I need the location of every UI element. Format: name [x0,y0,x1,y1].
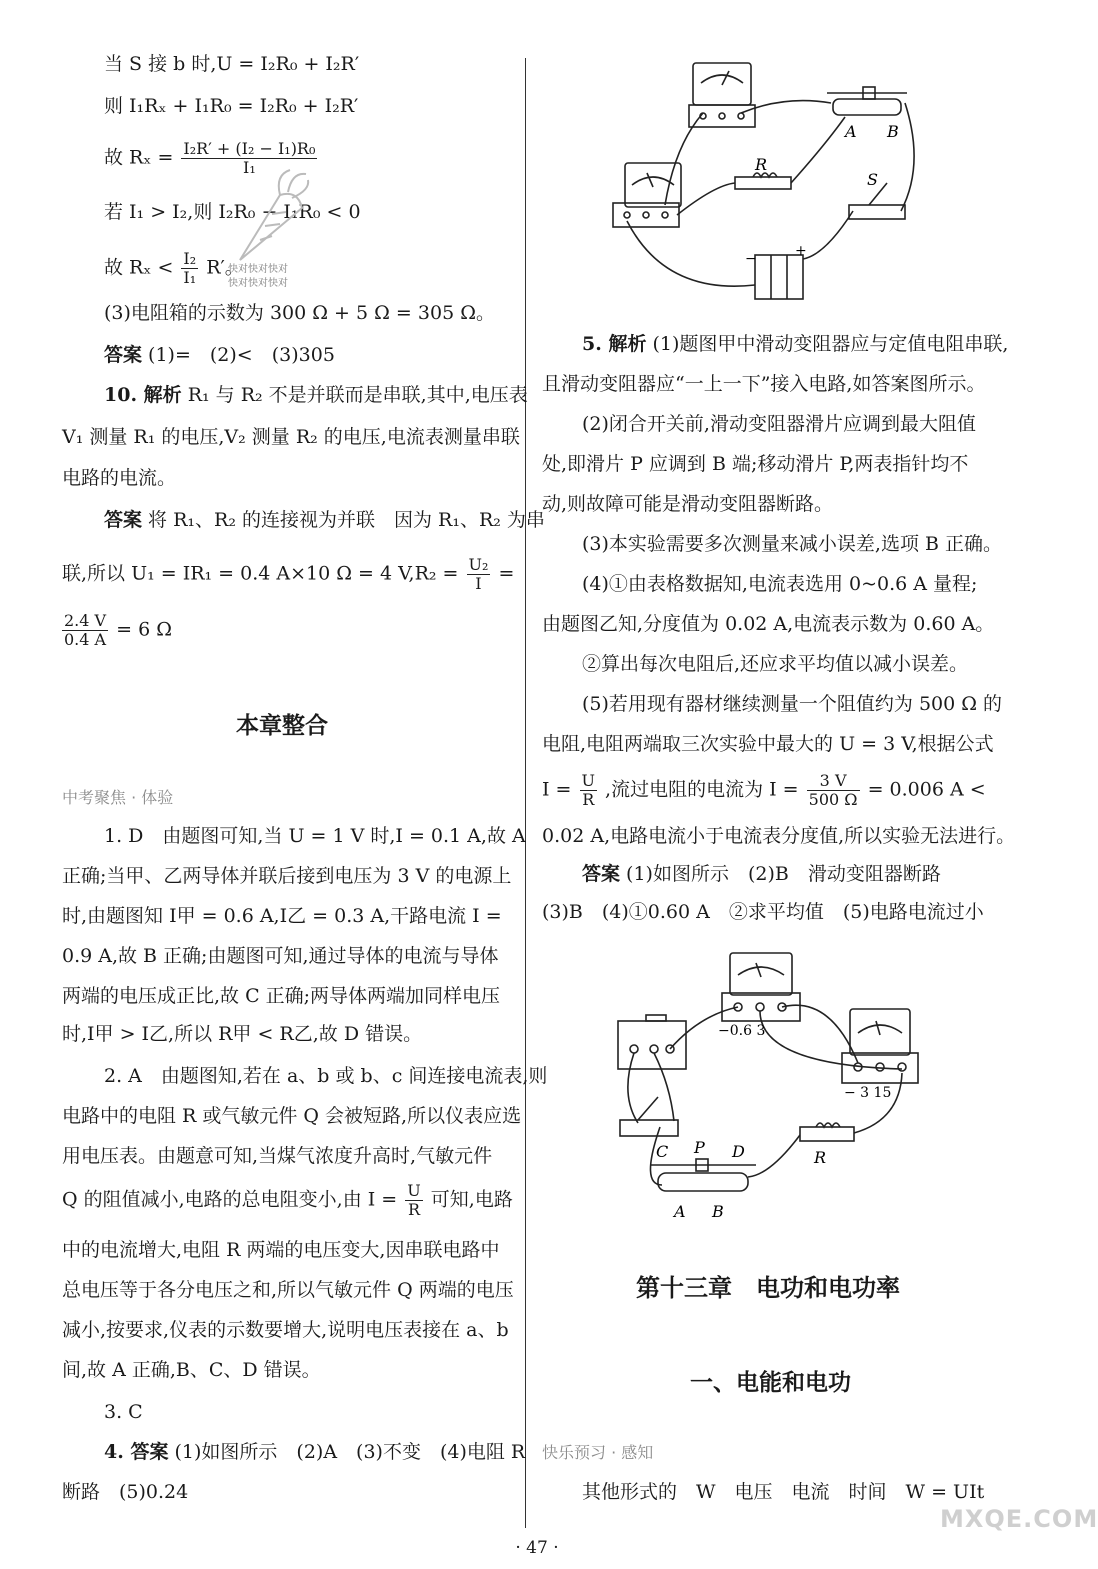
solution-line: 电路的电流。 [62,467,177,489]
fraction [467,556,491,593]
formula-prefix: Q 的阻值减小,电路的总电阻变小,由 I = [62,1188,398,1211]
rheostat-icon [833,99,901,115]
fraction-numerator: U [581,771,595,790]
switch-icon [849,205,905,219]
q5-line: ②算出每次电阻后,还应求平均值以减小误差。 [582,653,969,675]
solution-line: 若 I₁ > I₂,则 I₂R₀ − I₁R₀ < 0 [104,201,361,223]
answer-label: 4. 答案 [104,1441,169,1463]
switch-icon [620,1120,678,1136]
q5-line: (5)若用现有器材继续测量一个阻值约为 500 Ω 的 [582,693,1003,715]
answer-line [104,341,335,369]
solution-line: 则 I₁Rₓ + I₁R₀ = I₂R₀ + I₂R′ [104,95,359,117]
rheostat-icon [658,1173,748,1191]
fraction-denominator: 500 Ω [808,790,858,809]
fraction-numerator: 2.4 V [64,611,107,630]
solution-line: V₁ 测量 R₁ 的电压,V₂ 测量 R₂ 的电压,电流表测量串联 [62,426,520,448]
fraction [62,612,108,649]
fraction-denominator: R [407,1200,421,1219]
fraction-numerator: U₂ [468,555,489,574]
formula-middle: ,流过电阻的电流为 I = [605,778,799,801]
q5-line: 处,即滑片 P 应调到 B 端;移动滑片 P,两表指针均不 [542,453,969,475]
resistor-icon [800,1127,854,1141]
label-r: R [755,155,768,174]
fraction-denominator: I [475,574,482,593]
q1-line: 正确;当甲、乙两导体并联后接到电压为 3 V 的电源上 [62,865,512,887]
q1-line: 0.9 A,故 B 正确;由题图可知,通过导体的电流与导体 [62,945,499,967]
analysis-label: 10. 解析 [104,384,182,406]
q5-analysis [582,330,1008,358]
formula-prefix: I = [542,778,572,801]
solution-formula [62,612,172,649]
answer-line: (3)B (4)①0.60 A ②求平均值 (5)电路电流过小 [542,901,984,923]
q5-line: 且滑动变阻器应“一上一下”接入电路,如答案图所示。 [542,373,986,395]
circuit-diagram-1 [605,55,935,310]
chapter-summary-heading: 本章整合 [236,713,328,739]
formula-prefix: 故 Rₓ = [104,146,174,169]
answer-text: (1)= (2)< (3)305 [142,344,335,366]
q2-line: 总电压等于各分电压之和,所以气敏元件 Q 两端的电压 [62,1279,514,1301]
section-heading: 一、电能和电功 [690,1370,851,1396]
fraction-numerator: U [407,1181,421,1200]
fraction [181,250,198,287]
label-plus: + [795,243,807,259]
q4-answer [104,1438,525,1466]
q5-line: (3)本实验需要多次测量来减小误差,选项 B 正确。 [582,533,1002,555]
fraction-denominator: I₁ [243,158,256,177]
fraction-numerator: 3 V [807,772,860,791]
solution-line: 当 S 接 b 时,U = I₂R₀ + I₂R′ [104,53,360,75]
q1-line: 时,I甲 > I乙,所以 R甲 < R乙,故 D 错误。 [62,1023,423,1045]
label-p: P [694,1138,705,1157]
solution-line: (3)电阻箱的示数为 300 Ω + 5 Ω = 305 Ω。 [104,302,495,324]
formula-suffix: = [498,562,515,585]
q2-line: 用电压表。由题意可知,当煤气浓度升高时,气敏元件 [62,1145,493,1167]
answer-line [104,506,545,534]
voltmeter-range-label: − 3 15 [844,1085,892,1101]
answer-line [582,860,941,888]
q1-line: 时,由题图知 I甲 = 0.6 A,I乙 = 0.3 A,干路电流 I = [62,905,502,927]
formula-suffix: R′。 [206,256,244,279]
q2-line: 中的电流增大,电阻 R 两端的电压变大,因串联电路中 [62,1239,500,1261]
q1-line: 两端的电压成正比,故 C 正确;两导体两端加同样电压 [62,985,501,1007]
q5-line: (2)闭合开关前,滑动变阻器滑片应调到最大阻值 [582,413,976,435]
label-b: B [887,122,899,141]
circuit-diagram-2 [610,945,1005,1235]
q3-line: 3. C [104,1401,143,1423]
resistor-icon [735,177,791,189]
fraction-numerator: I₂R′ + (I₂ − I₁)R₀ [183,139,316,158]
label-a: A [845,122,857,141]
fraction-denominator: I₁ [183,268,197,287]
analysis-text: (1)题图甲中滑动变阻器应与定值电阻串联, [646,333,1009,355]
answer-label: 答案 [104,344,143,366]
label-d: D [732,1142,745,1161]
answer-text: (1)如图所示 (2)B 滑动变阻器断路 [620,863,941,885]
watermark-text: 快对快对快对 [228,264,288,275]
preview-answers: 其他形式的 W 电压 电流 时间 W = UIt [582,1481,985,1503]
analysis-label: 5. 解析 [582,333,647,355]
chapter-13-heading: 第十三章 电功和电功率 [636,1273,900,1302]
label-r: R [814,1148,827,1167]
site-watermark: MXQE.COM [940,1505,1098,1533]
label-b: B [712,1202,724,1221]
q5-line: 动,则故障可能是滑动变阻器断路。 [542,493,834,515]
fraction [405,1182,422,1219]
q1-line: 1. D 由题图可知,当 U = 1 V 时,I = 0.1 A,故 A [104,825,526,847]
q5-formula [542,772,986,809]
fraction-denominator: R [582,790,595,809]
page-number: · 47 · [515,1538,559,1558]
fraction [807,772,860,809]
q5-line: 0.02 A,电路电流小于电流表分度值,所以实验无法进行。 [542,825,1016,847]
formula-suffix: = 6 Ω [116,618,172,641]
ammeter-range-label: −0.6 3 [718,1023,766,1039]
fraction-denominator: 0.4 A [64,630,107,649]
battery-icon [755,255,803,299]
q5-line: (4)①由表格数据知,电流表选用 0~0.6 A 量程; [582,573,978,595]
analysis-text: R₁ 与 R₂ 不是并联而是串联,其中,电压表 [181,384,528,406]
q2-line: 2. A 由题图知,若在 a、b 或 b、c 间连接电流表,则 [104,1065,548,1087]
watermark-text: 快对快对快对 [228,278,288,289]
solution-formula [62,556,514,593]
q5-line: 电阻,电阻两端取三次实验中最大的 U = 3 V,根据公式 [542,733,994,755]
answer-label: 答案 [582,863,621,885]
carrot-watermark-icon [220,150,310,290]
q2-line: 电路中的电阻 R 或气敏元件 Q 会被短路,所以仪表应选 [62,1105,522,1127]
answer-text: (1)如图所示 (2)A (3)不变 (4)电阻 R [168,1441,526,1463]
q5-line: 由题图乙知,分度值为 0.02 A,电流表示数为 0.60 A。 [542,613,995,635]
label-s: S [867,170,878,189]
q2-line: 减小,按要求,仪表的示数要增大,说明电压表接在 a、b [62,1319,509,1341]
answer-text: 将 R₁、R₂ 的连接视为并联 因为 R₁、R₂ 为串 [142,509,545,531]
formula-prefix: 故 Rₓ < [104,256,174,279]
q4-line: 断路 (5)0.24 [62,1481,189,1503]
label-minus: − [745,251,757,267]
fraction [580,772,597,809]
column-divider [525,58,526,1528]
formula-suffix: = 0.006 A < [867,778,986,801]
formula-prefix: 联,所以 U₁ = IR₁ = 0.4 A×10 Ω = 4 V,R₂ = [62,562,459,585]
answer-label: 答案 [104,509,143,531]
fraction-numerator: I₂ [183,249,197,268]
section-tag: 快乐预习 · 感知 [542,1443,654,1462]
formula-suffix: 可知,电路 [430,1188,513,1211]
label-c: C [656,1142,669,1161]
label-a: A [674,1202,686,1221]
q2-line: 间,故 A 正确,B、C、D 错误。 [62,1359,321,1381]
section-tag: 中考聚焦 · 体验 [62,788,174,807]
q10-analysis [104,381,528,409]
q2-formula [62,1182,513,1219]
